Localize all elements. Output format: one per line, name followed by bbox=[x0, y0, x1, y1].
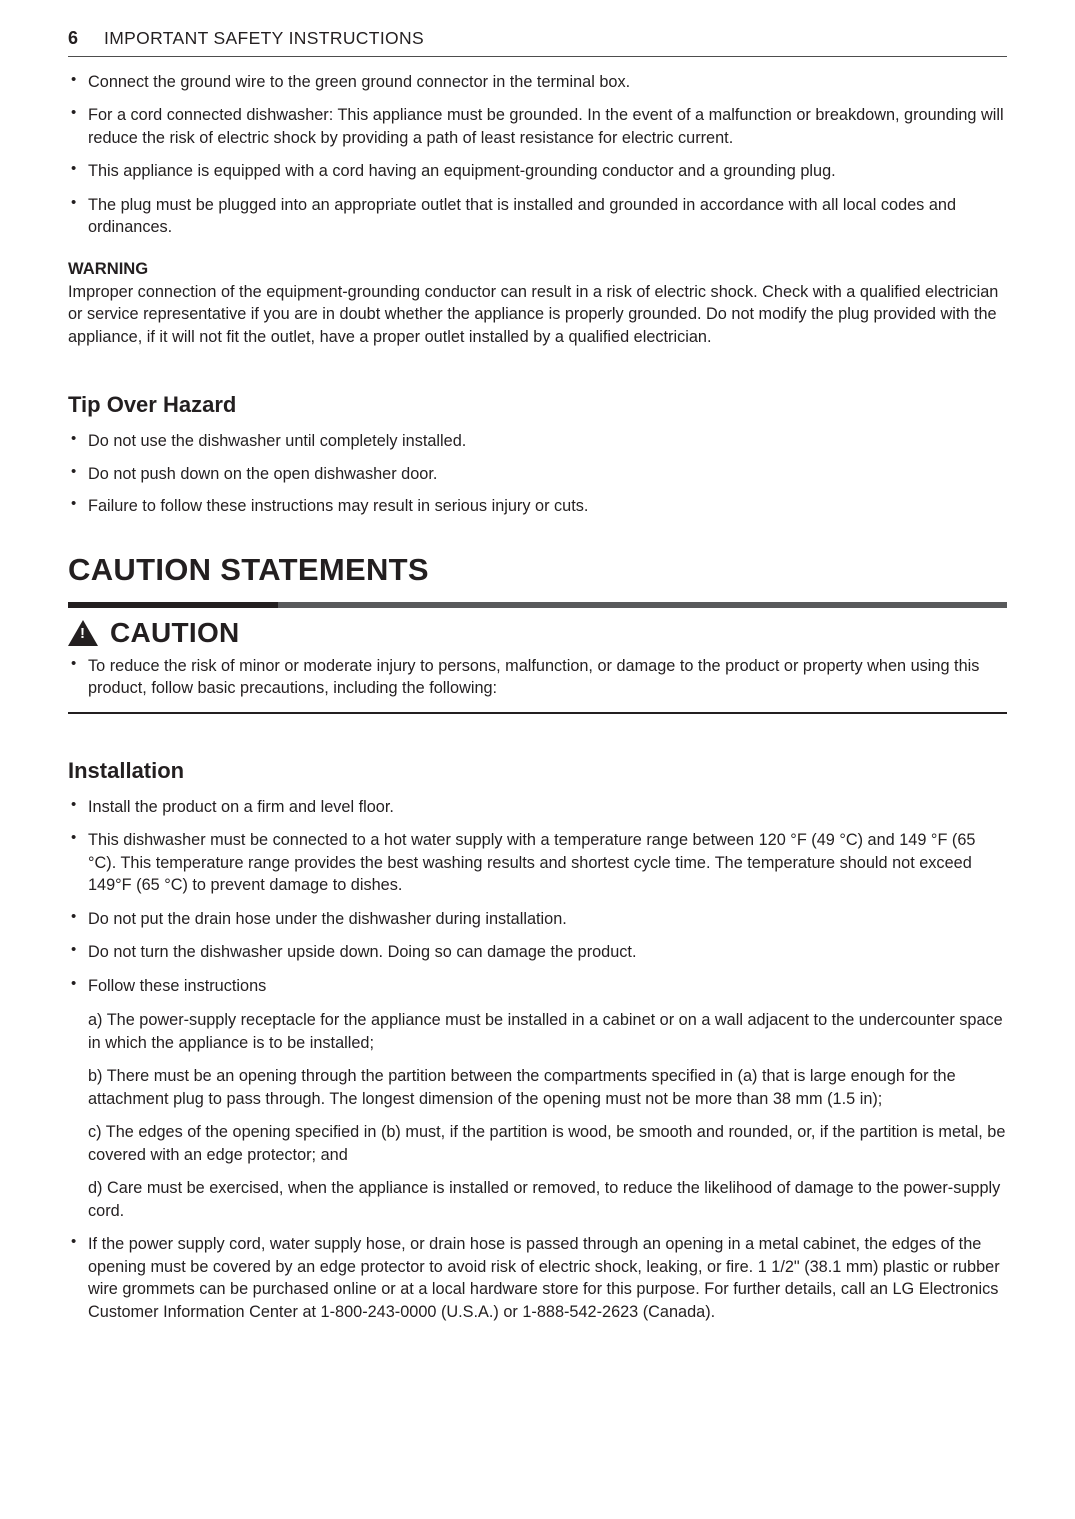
list-item: • Do not push down on the open dishwasher door. bbox=[68, 463, 1007, 485]
list-item: • Do not turn the dishwasher upside down. Doing so can damage the product. bbox=[68, 941, 1007, 963]
page-title: IMPORTANT SAFETY INSTRUCTIONS bbox=[104, 28, 425, 48]
tip-over-hazard-heading: Tip Over Hazard bbox=[68, 392, 237, 418]
caution-statements-title: CAUTION STATEMENTS bbox=[68, 551, 429, 587]
caution-bullet-list bbox=[68, 655, 1007, 700]
sub-item-d: d) Care must be exercised, when the appliance is installed or removed, to reduce the likelihood of damage to the power-supply cord. bbox=[88, 1179, 1001, 1220]
list-item: • Do not put the drain hose under the dishwasher during installation. bbox=[68, 908, 1007, 930]
installation-bullet-list bbox=[68, 796, 1007, 1323]
list-item: • The plug must be plugged into an appropriate outlet that is installed and grounded in accordance with all local codes and ordinances. bbox=[68, 194, 1007, 239]
caution-rule-right bbox=[278, 602, 1007, 608]
sub-item-a: a) The power-supply receptacle for the appliance must be installed in a cabinet or on a wall adjacent to the undercounter space in which the appliance is to be installed; bbox=[88, 1011, 1003, 1052]
follow-instructions-lead: Follow these instructions bbox=[88, 976, 267, 995]
list-item: • For a cord connected dishwasher: This appliance must be grounded. In the event of a malfunction or breakdown, grounding will reduce the risk of electric shock by providing a path of least resistance for electric current. bbox=[68, 104, 1007, 149]
sub-item-b: b) There must be an opening through the partition between the compartments specified in (a) that is large enough for the attachment plug to pass through. The longest dimension of the opening must not be more than 38 mm (1.5 in); bbox=[88, 1067, 956, 1108]
list-item: • This appliance is equipped with a cord having an equipment-grounding conductor and a grounding plug. bbox=[68, 160, 1007, 182]
list-item: • Connect the ground wire to the green ground connector in the terminal box. bbox=[68, 71, 1007, 93]
list-item: • Failure to follow these instructions may result in serious injury or cuts. bbox=[68, 495, 1007, 517]
caution-bottom-rule bbox=[68, 712, 1007, 714]
header-divider bbox=[68, 56, 1007, 57]
list-item: • To reduce the risk of minor or moderate injury to persons, malfunction, or damage to the product or property when using this product, follow basic precautions, including the following: bbox=[68, 655, 1007, 700]
list-item: • This dishwasher must be connected to a hot water supply with a temperature range between 120 °F (49 °C) and 149 °F (65 °C). This temperature range provides the best washing results and shortest cycle time. The temperature should not exceed 149°F (65 °C) to prevent damage to dishes. bbox=[68, 829, 1007, 896]
list-item: • Do not use the dishwasher until completely installed. bbox=[68, 430, 1007, 452]
caution-header bbox=[68, 617, 1007, 649]
installation-heading: Installation bbox=[68, 757, 185, 783]
warning-block bbox=[68, 259, 1007, 348]
warning-triangle-icon bbox=[68, 620, 98, 646]
grounding-bullet-list bbox=[68, 71, 1007, 239]
caution-rule-left bbox=[68, 602, 278, 608]
caution-top-rule bbox=[68, 602, 1007, 608]
list-item: • If the power supply cord, water supply hose, or drain hose is passed through an opening in a metal cabinet, the edges of the opening must be covered by an edge protector to avoid risk of electric shock, leaking, or fire. 1 1/2" (38.1 mm) plastic or rubber wire grommets can be purchased online or at a local hardware store for this purpose. For further details, call an LG Electronics Customer Information Center at 1-800-243-0000 (U.S.A.) or 1-888-542-2623 (Canada). bbox=[68, 1233, 1007, 1323]
tip-over-bullet-list bbox=[68, 430, 1007, 517]
warning-heading: WARNING bbox=[68, 258, 149, 278]
caution-label: CAUTION bbox=[110, 616, 240, 648]
list-item: • Install the product on a firm and level floor. bbox=[68, 796, 1007, 818]
sub-item-c: c) The edges of the opening specified in (b) must, if the partition is wood, be smooth and rounded, or, if the partition is metal, be covered with an edge protector; and bbox=[88, 1123, 1006, 1164]
page-number: 6 bbox=[68, 28, 79, 48]
page-header bbox=[68, 28, 1007, 56]
warning-body: Improper connection of the equipment-grounding conductor can result in a risk of electric shock. Check with a qualified electrician or service representative if you are in doubt whether the appliance is properly grounded. Do not modify the plug provided with the appliance, if it will not fit the outlet, have a proper outlet installed by a qualified electrician. bbox=[68, 282, 999, 346]
caution-box bbox=[68, 602, 1007, 714]
list-item-follow-instructions bbox=[68, 975, 1007, 1222]
